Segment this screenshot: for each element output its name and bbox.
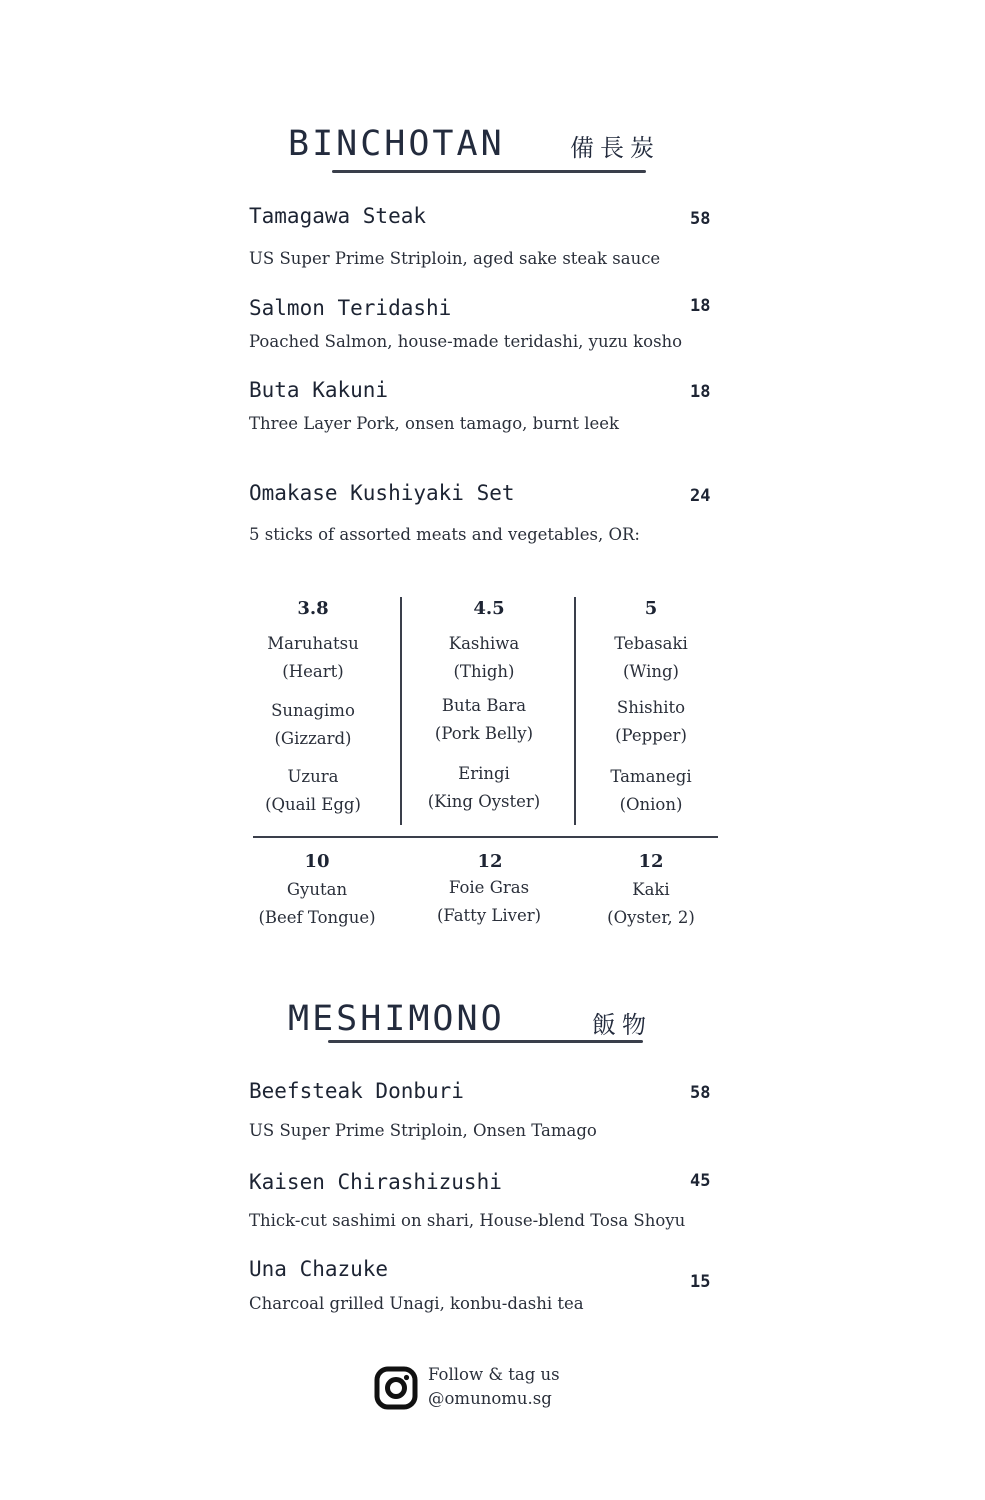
social-follow-text: [428, 1363, 560, 1411]
kushiyaki-translation: (Pepper): [615, 726, 687, 745]
kushiyaki-name: Foie Gras: [448, 878, 530, 897]
column-price: 4.5: [473, 598, 505, 619]
column-price: 3.8: [297, 598, 329, 619]
item-name: Kaisen Chirashizushi: [249, 1170, 502, 1194]
kushiyaki-name: Buta Bara: [441, 696, 527, 715]
item-description: Thick-cut sashimi on shari, House-blend Tosa Shoyu: [249, 1211, 686, 1230]
item-name: Buta Kakuni: [249, 378, 389, 402]
section-title-meshimono: MESHIMONO: [288, 999, 505, 1039]
section-title-binchotan: BINCHOTAN: [288, 124, 505, 164]
premium-price: 12: [638, 851, 664, 872]
kushiyaki-translation: (King Oyster): [427, 792, 541, 811]
kushiyaki-name: Maruhatsu: [267, 634, 359, 653]
kushiyaki-name: Tamanegi: [610, 767, 692, 786]
item-description: Poached Salmon, house-made teridashi, yuzu kosho: [249, 332, 683, 351]
item-price: 58: [690, 209, 711, 229]
kushiyaki-item: [228, 630, 398, 686]
premium-item: [232, 876, 402, 932]
item-description: Three Layer Pork, onsen tamago, burnt leek: [249, 414, 620, 433]
kushiyaki-item: [399, 692, 569, 748]
kushiyaki-name: Eringi: [458, 764, 510, 783]
item-name: Beefsteak Donburi: [249, 1079, 464, 1103]
kushiyaki-translation: (Thigh): [453, 662, 515, 681]
kushiyaki-translation: (Gizzard): [274, 729, 352, 748]
kushiyaki-translation: (Heart): [282, 662, 344, 681]
kushiyaki-translation: (Fatty Liver): [436, 906, 542, 925]
item-description: Charcoal grilled Unagi, konbu-dashi tea: [249, 1294, 584, 1313]
grid-divider: [253, 836, 718, 838]
item-name: Una Chazuke: [249, 1257, 389, 1281]
premium-item: [566, 876, 736, 932]
item-price: 18: [690, 382, 711, 402]
premium-price: 12: [477, 851, 503, 872]
kushiyaki-item: [566, 694, 736, 750]
column-price: 5: [644, 598, 658, 619]
item-description: US Super Prime Striploin, aged sake steak sauce: [249, 249, 661, 268]
kushiyaki-item: [399, 630, 569, 686]
item-price: 15: [690, 1272, 711, 1292]
item-price: 24: [690, 486, 711, 506]
section-divider: [328, 1040, 643, 1043]
kushiyaki-translation: (Pork Belly): [434, 724, 534, 743]
kushiyaki-name: Uzura: [287, 767, 339, 786]
kushiyaki-item: [566, 630, 736, 686]
kushiyaki-item: [566, 763, 736, 819]
premium-price: 10: [304, 851, 330, 872]
instagram-handle[interactable]: @omunomu.sg: [428, 1389, 552, 1408]
kushiyaki-translation: (Oyster, 2): [607, 908, 695, 927]
kushiyaki-translation: (Wing): [622, 662, 679, 681]
kushiyaki-name: Sunagimo: [271, 701, 355, 720]
item-price: 45: [690, 1171, 711, 1191]
follow-line: Follow & tag us: [428, 1365, 560, 1384]
item-description: US Super Prime Striploin, Onsen Tamago: [249, 1121, 597, 1140]
kushiyaki-item: [399, 760, 569, 816]
instagram-icon: [374, 1366, 418, 1410]
kushiyaki-name: Tebasaki: [614, 634, 688, 653]
item-name: Tamagawa Steak: [249, 204, 427, 228]
section-kanji-binchotan: 備長炭: [570, 134, 660, 162]
kushiyaki-name: Gyutan: [286, 880, 348, 899]
item-name: Omakase Kushiyaki Set: [249, 481, 515, 505]
section-kanji-meshimono: 飯物: [592, 1011, 652, 1039]
kushiyaki-name: Shishito: [616, 698, 686, 717]
kushiyaki-item: [228, 763, 398, 819]
kushiyaki-translation: (Beef Tongue): [258, 908, 376, 927]
item-description: 5 sticks of assorted meats and vegetables, OR:: [249, 525, 640, 544]
kushiyaki-name: Kashiwa: [448, 634, 520, 653]
item-price: 58: [690, 1083, 711, 1103]
section-divider: [332, 170, 646, 173]
item-name: Salmon Teridashi: [249, 296, 452, 320]
kushiyaki-item: [228, 697, 398, 753]
kushiyaki-translation: (Onion): [619, 795, 683, 814]
item-price: 18: [690, 296, 711, 316]
kushiyaki-name: Kaki: [632, 880, 670, 899]
kushiyaki-translation: (Quail Egg): [265, 795, 361, 814]
premium-item: [404, 874, 574, 930]
